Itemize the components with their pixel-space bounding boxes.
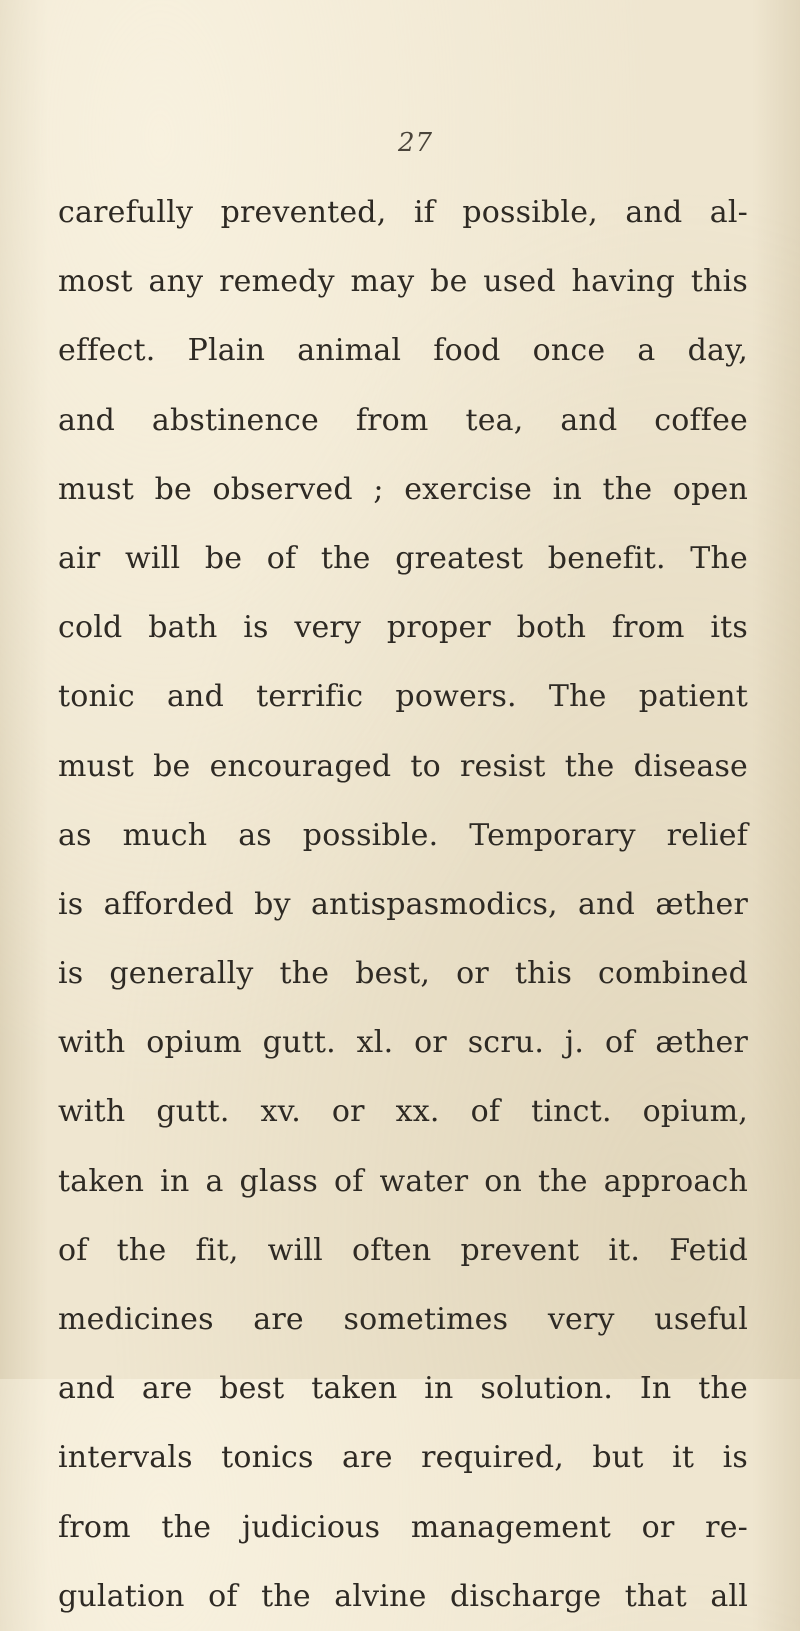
text-line: effect. Plain animal food once a day, (58, 333, 748, 369)
text-line: air will be of the greatest benefit. The (58, 540, 748, 576)
text-line: cold bath is very proper both from its (58, 610, 748, 646)
text-line: as much as possible. Temporary relief (58, 817, 748, 853)
text-line: tonic and terrific powers. The patient (58, 679, 748, 715)
text-line: medicines are sometimes very useful (58, 1302, 748, 1337)
text-line: is afforded by antispasmodics, and æther (58, 886, 748, 922)
text-line: is generally the best, or this combined (58, 956, 748, 992)
text-line: from the judicious management or re- (58, 1509, 748, 1545)
text-line: must be observed ; exercise in the open (58, 471, 748, 507)
body-text (58, 178, 748, 1631)
text-line: taken in a glass of water on the approach (58, 1163, 748, 1199)
text-line: of the fit, will often prevent it. Fetid (58, 1232, 748, 1268)
text-line: carefully prevented, if possible, and al- (58, 195, 748, 230)
text-line: with opium gutt. xl. or scru. j. of æther (58, 1025, 748, 1061)
text-line: most any remedy may be used having this (58, 264, 748, 300)
text-line: with gutt. xv. or xx. of tinct. opium, (58, 1094, 748, 1130)
page-number: 27 (398, 128, 434, 158)
text-line: must be encouraged to resist the disease (58, 748, 748, 784)
text-line: and abstinence from tea, and coffee (58, 402, 748, 438)
text-line: and are best taken in solution. In the (58, 1371, 748, 1407)
text-line: intervals tonics are required, but it is (58, 1440, 748, 1476)
text-line: gulation of the alvine discharge that all (58, 1578, 748, 1614)
